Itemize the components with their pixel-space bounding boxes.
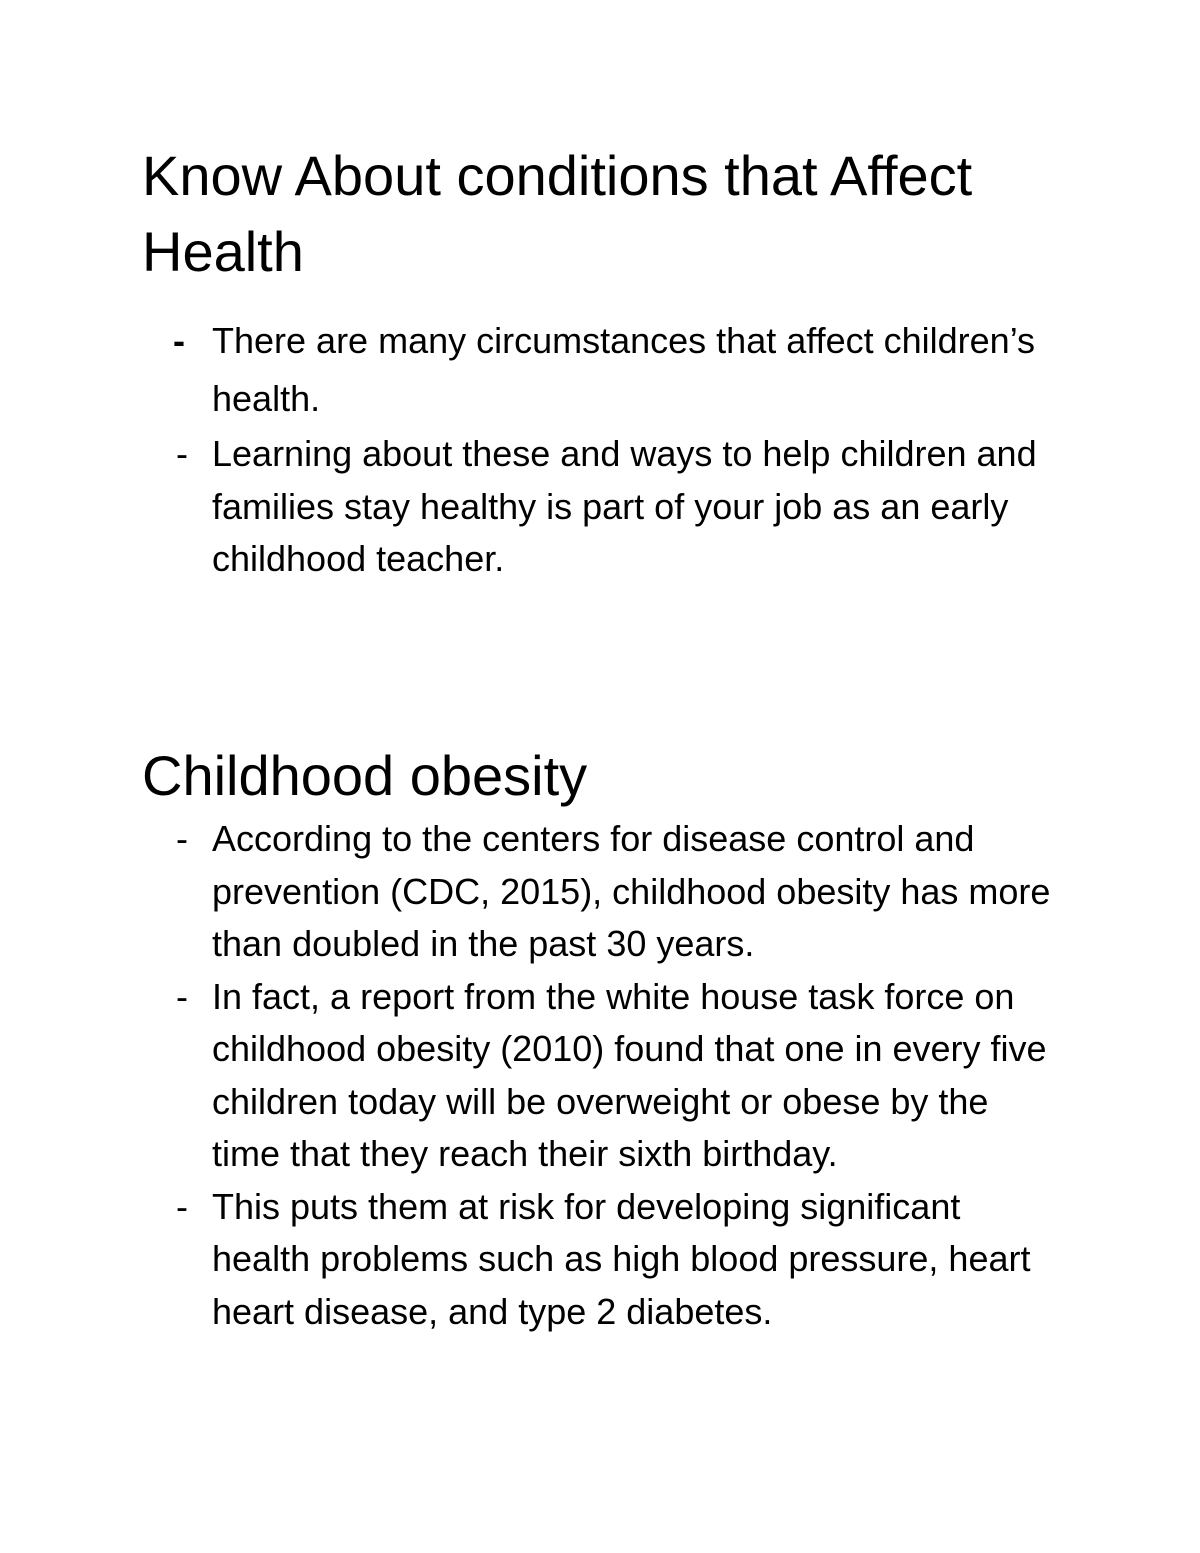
bullet-list-obesity xyxy=(0,813,1100,1338)
list-item xyxy=(0,813,1052,971)
list-item-text: There are many circumstances that affect children’s health. xyxy=(212,320,1036,419)
dash-bullet-icon: - xyxy=(176,818,188,859)
section-heading-obesity: Childhood obesity xyxy=(142,744,588,807)
list-item xyxy=(0,971,1052,1181)
list-item-text: In fact, a report from the white house task force on childhood obesity (2010) found that one in every five children today will be overweight or obese by the time that they reach their sixth birthday. xyxy=(212,975,1047,1174)
dash-bullet-icon: - xyxy=(176,975,188,1017)
list-item xyxy=(0,1181,1052,1339)
list-item-text: Learning about these and ways to help children and families stay healthy is part of your job as an early childhood teacher. xyxy=(212,433,1037,579)
dash-bullet-icon: - xyxy=(173,320,185,361)
dash-bullet-icon: - xyxy=(176,433,188,474)
bullet-list-conditions xyxy=(0,312,1100,586)
list-item xyxy=(0,312,1052,428)
dash-bullet-icon: - xyxy=(176,1185,188,1227)
list-item xyxy=(0,428,1052,586)
list-item-text: This puts them at risk for developing significant health problems such as high blood pressure, heart heart disease, and type 2 diabetes. xyxy=(212,1185,1031,1332)
list-item-text: According to the centers for disease control and prevention (CDC, 2015), childhood obesity has more than doubled in the past 30 years. xyxy=(212,818,1051,964)
section-heading-conditions: Know About conditions that Affect Health xyxy=(142,144,973,283)
